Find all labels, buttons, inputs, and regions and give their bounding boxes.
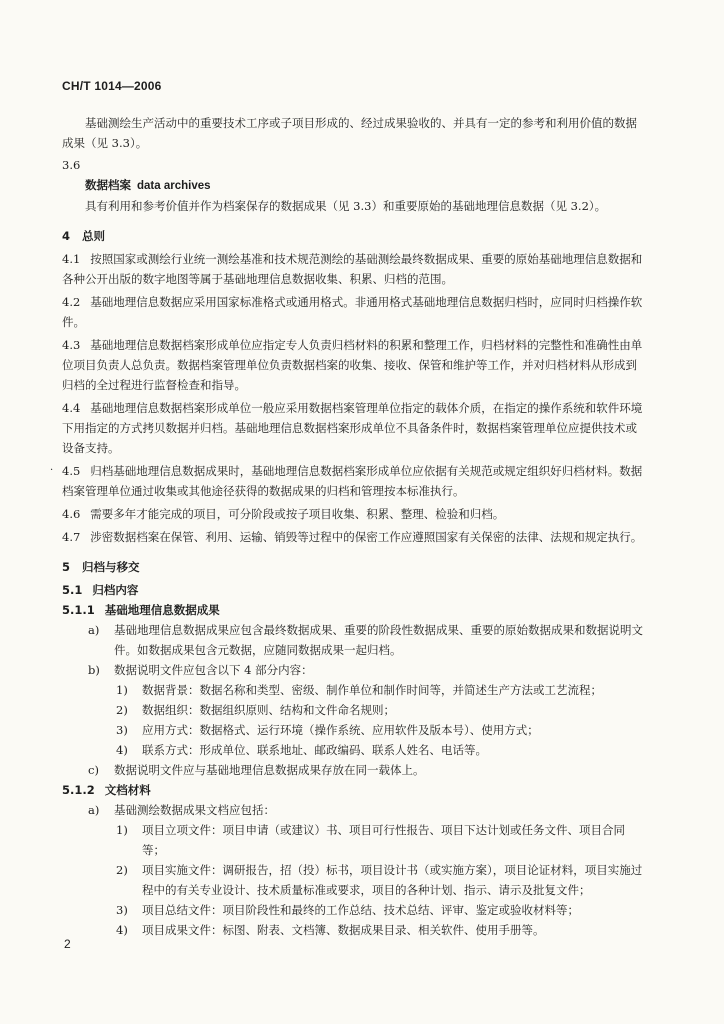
sub-list-label: 4) [116, 743, 128, 757]
sub-list-label: 1) [116, 823, 128, 837]
sub-list-item [62, 920, 646, 940]
intro-paragraph: 基础测绘生产活动中的重要技术工序或子项目形成的、经过成果验收的、并具有一定的参考和利用价值的数据成果（见 3.3）。 [62, 116, 637, 150]
sub-list-text: 数据背景：数据名称和类型、密级、制作单位和制作时间等，并简述生产方法或工艺流程； [142, 683, 602, 697]
clause-number: 4.3 [62, 338, 81, 352]
sub-list-item [62, 680, 646, 700]
sub-list-text: 数据组织：数据组织原则、结构和文件命名规则； [142, 703, 395, 717]
clause-4-3 [62, 335, 646, 395]
clause-4-5 [50, 461, 646, 501]
clause-text: 归档基础地理信息数据成果时，基础地理信息数据档案形成单位应依据有关规范或规定组织好归档材料。数据档案管理单位通过收集或其他途径获得的数据成果的归档和管理按本标准执行。 [62, 464, 643, 498]
subsection-title: 归档内容 [92, 583, 139, 597]
subsection-number: 5.1.2 [62, 783, 95, 797]
sub-list-text: 项目成果文件：标图、附表、文档簿、数据成果目录、相关软件、使用手册等。 [142, 923, 545, 937]
subsection-title: 基础地理信息数据成果 [104, 603, 220, 617]
sub-list-label: 2) [116, 703, 128, 717]
clause-4-7 [62, 527, 646, 547]
term-definition: 具有利用和参考价值并作为档案保存的数据成果（见 3.3）和重要原始的基础地理信息数据（见 3.2）。 [85, 199, 607, 213]
list-text: 数据说明文件应与基础地理信息数据成果存放在同一载体上。 [114, 763, 425, 777]
subsection-5-1-heading [62, 580, 646, 600]
subsection-title: 文档材料 [104, 783, 151, 797]
section-number: 5 [62, 560, 71, 574]
section-title: 总则 [82, 229, 106, 243]
clause-text: 需要多年才能完成的项目，可分阶段或按子项目收集、积累、整理、检验和归档。 [90, 507, 505, 521]
margin-mark: · [50, 465, 54, 476]
section-title: 归档与移交 [82, 560, 140, 574]
standard-code: CH/T 1014—2006 [62, 79, 162, 93]
list-item [62, 760, 646, 780]
sub-list-item [62, 860, 646, 900]
list-label: a) [88, 623, 100, 637]
list-text: 数据说明文件应包含以下 4 部分内容： [114, 663, 313, 677]
list-label: b) [88, 663, 100, 677]
sub-list-item [62, 740, 646, 760]
list-label: c) [88, 763, 99, 777]
clause-number: 4.6 [62, 507, 81, 521]
clause-number: 4.7 [62, 530, 81, 544]
document-body [50, 113, 646, 940]
subsection-5-1-1-heading [62, 600, 646, 620]
clause-text: 基础地理信息数据档案形成单位一般应采用数据档案管理单位指定的载体介质，在指定的操作系统和软件环境下用指定的方式拷贝数据并归档。基础地理信息数据档案形成单位不具备条件时，数据档案管理单位应提供技术或设备支持。 [62, 401, 643, 455]
sub-list-label: 4) [116, 923, 128, 937]
list-item [62, 660, 646, 680]
sub-list-label: 1) [116, 683, 128, 697]
list-text: 基础测绘数据成果文档应包括： [114, 803, 275, 817]
clause-number: 4.5 [62, 464, 81, 478]
sub-list-label: 3) [116, 723, 128, 737]
clause-text: 基础地理信息数据应采用国家标准格式或通用格式。非通用格式基础地理信息数据归档时，应同时归档操作软件。 [62, 295, 643, 329]
sub-list-item [62, 820, 646, 860]
sub-list-label: 3) [116, 903, 128, 917]
clause-4-6 [62, 504, 646, 524]
clause-4-2 [62, 292, 646, 332]
sub-list-label: 2) [116, 863, 128, 877]
section-5-heading [62, 557, 646, 577]
term-number: 3.6 [62, 158, 81, 172]
sub-list-text: 项目实施文件：调研报告，招（投）标书，项目设计书（或实施方案），项目论证材料，项目实施过程中的有关专业设计、技术质量标准或要求，项目的各种计划、指示、请示及批复文件； [142, 863, 643, 897]
list-label: a) [88, 803, 100, 817]
sub-list-text: 应用方式：数据格式、运行环境（操作系统、应用软件及版本号）、使用方式； [142, 723, 539, 737]
section-number: 4 [62, 229, 71, 243]
subsection-number: 5.1.1 [62, 603, 95, 617]
term-en: data archives [137, 180, 211, 192]
term-heading [62, 175, 646, 196]
subsection-5-1-2-heading [62, 780, 646, 800]
page-number: 2 [64, 937, 71, 951]
section-4-heading [62, 226, 646, 246]
clause-text: 涉密数据档案在保管、利用、运输、销毁等过程中的保密工作应遵照国家有关保密的法律、法规和规定执行。 [90, 530, 643, 544]
list-item [62, 620, 646, 660]
sub-list-text: 项目总结文件：项目阶段性和最终的工作总结、技术总结、评审、鉴定或验收材料等； [142, 903, 579, 917]
clause-number: 4.4 [62, 401, 81, 415]
clause-number: 4.1 [62, 252, 81, 266]
sub-list-item [62, 700, 646, 720]
clause-text: 基础地理信息数据档案形成单位应指定专人负责归档材料的积累和整理工作，归档材料的完整性和准确性由单位项目负责人总负责。数据档案管理单位负责数据档案的收集、接收、保管和维护等工作，并对归档材料从形成到归档的全过程进行监督检查和指导。 [62, 338, 643, 392]
clause-4-4 [62, 398, 646, 458]
list-text: 基础地理信息数据成果应包含最终数据成果、重要的阶段性数据成果、重要的原始数据成果和数据说明文件。如数据成果包含元数据，应随同数据成果一起归档。 [114, 623, 643, 657]
sub-list-item [62, 900, 646, 920]
sub-list-text: 联系方式：形成单位、联系地址、邮政编码、联系人姓名、电话等。 [142, 743, 487, 757]
sub-list-text: 项目立项文件：项目申请（或建议）书、项目可行性报告、项目下达计划或任务文件、项目合同等； [142, 823, 625, 857]
subsection-number: 5.1 [62, 583, 83, 597]
clause-4-1 [62, 249, 646, 289]
list-item [62, 800, 646, 820]
sub-list-item [62, 720, 646, 740]
term-zh: 数据档案 [85, 178, 131, 192]
clause-text: 按照国家或测绘行业统一测绘基准和技术规范测绘的基础测绘最终数据成果、重要的原始基础地理信息数据和各种公开出版的数字地图等属于基础地理信息数据收集、积累、归档的范围。 [62, 252, 643, 286]
clause-number: 4.2 [62, 295, 81, 309]
